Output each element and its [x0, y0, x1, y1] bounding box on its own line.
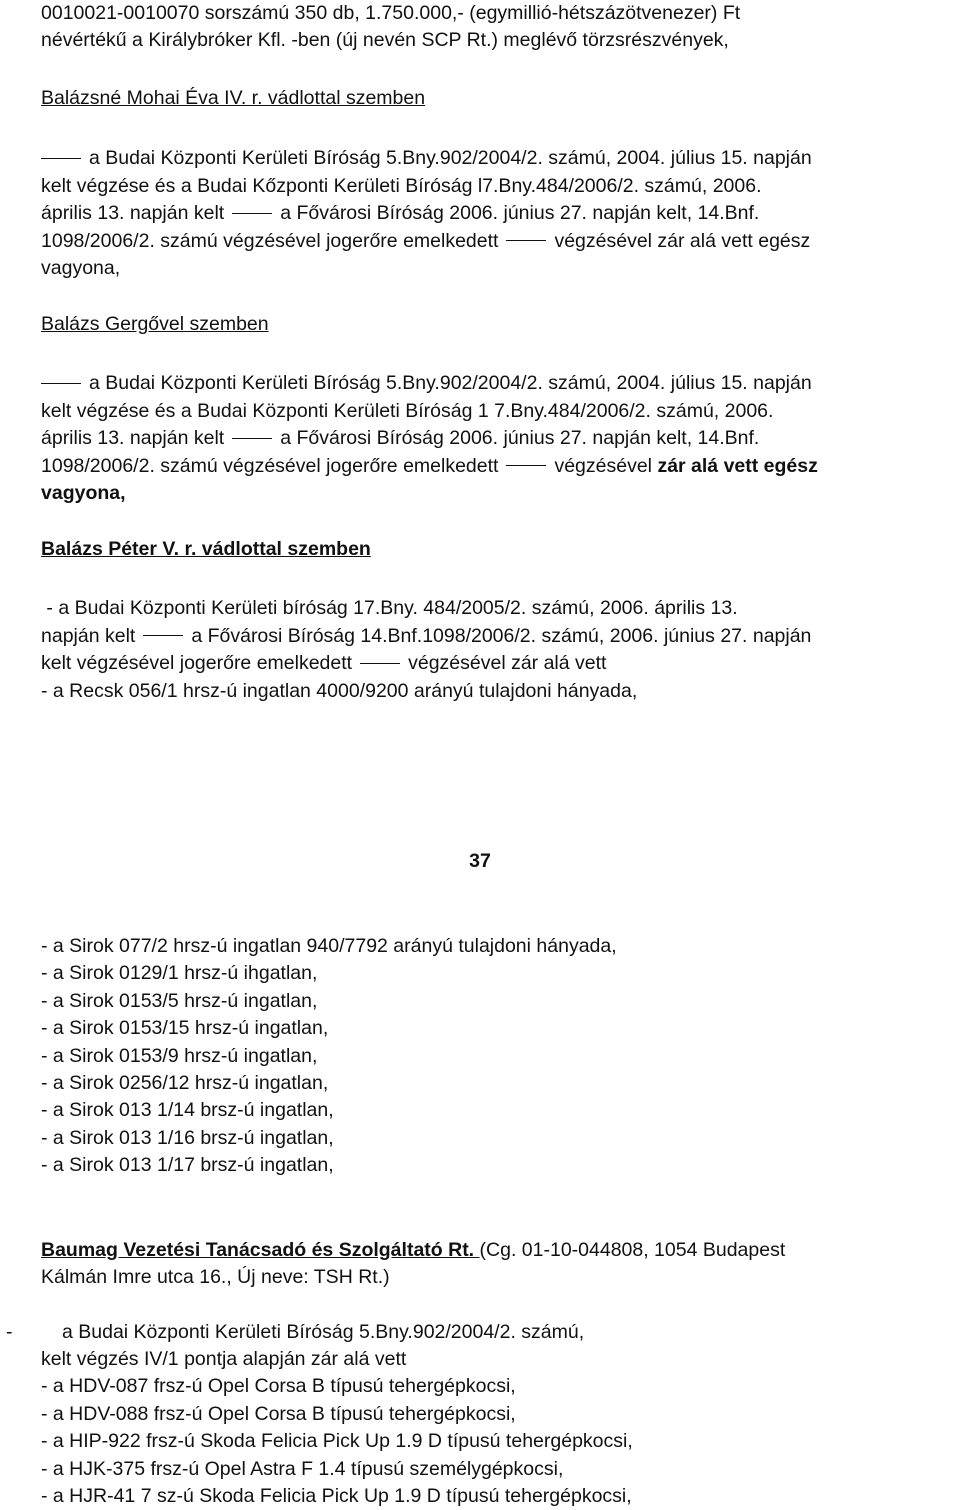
text-span: napján kelt: [41, 624, 136, 647]
text-span: a Fővárosi Bíróság 14.Bnf.1098/2006/2. számú, 2006. június 27. napján: [191, 624, 812, 647]
list-item: - a Sirok 0153/9 hrsz-ú ingatlan,: [41, 1044, 318, 1067]
text-line: [41, 145, 956, 172]
text-line: Kálmán Imre utca 16., Új neve: TSH Rt.): [41, 1266, 390, 1289]
section-heading: Balázs Péter V. r. vádlottal szemben: [41, 538, 371, 560]
text-line: kelt végzése és a Budai Kőzponti Kerületi Bíróság l7.Bny.484/2006/2. számú, 2006.: [41, 174, 762, 197]
text-line: - a Budai Központi Kerületi bíróság 17.Bny. 484/2005/2. számú, 2006. április 13.: [41, 597, 738, 620]
text-line: [41, 200, 956, 227]
section-heading: Balázsné Mohai Éva IV. r. vádlottal szemben: [41, 87, 426, 109]
text-line: kelt végzés IV/1 pontja alapján zár alá vett: [41, 1348, 407, 1370]
text-line: [41, 623, 956, 650]
text-span: a Fővárosi Bíróság 2006. június 27. napján kelt, 14.Bnf.: [280, 427, 760, 450]
list-item: - a Sirok 0153/15 hrsz-ú ingatlan,: [41, 1017, 329, 1040]
text-line: [41, 453, 956, 480]
list-item: - a Sirok 013 1/16 brsz-ú ingatlan,: [41, 1126, 334, 1149]
bold-text: zár alá vett egész: [657, 454, 818, 477]
list-item: - a Sirok 077/2 hrsz-ú ingatlan 940/7792 arányú tulajdoni hányada,: [41, 935, 617, 957]
sirok-list: [41, 933, 956, 1180]
text-span: kelt végzésével jogerőre emelkedett: [41, 652, 353, 675]
list-dash: -: [6, 1321, 13, 1343]
em-dash: [232, 438, 272, 439]
text-line: névértékű a Királybróker Kfl. -ben (új nevén SCP Rt.) meglévő törzsrészvények,: [41, 29, 729, 52]
text-span: a Budai Központi Kerületi Bíróság 5.Bny.902/2004/2. számú, 2004. július 15. napján: [89, 372, 812, 395]
em-dash: [506, 240, 546, 241]
text-line: a Budai Központi Kerületi Bíróság 5.Bny.902/2004/2. számú,: [62, 1321, 585, 1343]
text-span: április 13. napján kelt: [41, 427, 225, 450]
list-item: - a HJR-41 7 sz-ú Skoda Felicia Pick Up 1.9 D típusú tehergépkocsi,: [41, 1484, 632, 1507]
em-dash: [232, 213, 272, 214]
list-item: - a HIP-922 frsz-ú Skoda Felicia Pick Up 1.9 D típusú tehergépkocsi,: [41, 1430, 633, 1453]
text-line: [41, 425, 956, 452]
em-dash: [41, 383, 81, 384]
company-name: Baumag Vezetési Tanácsadó és Szolgáltató Rt.: [41, 1239, 480, 1261]
text-line: 0010021-0010070 sorszámú 350 db, 1.750.000,- (egymillió-hétszázötvenezer) Ft: [41, 2, 741, 24]
text-line: [41, 650, 956, 677]
intro-block: [41, 0, 956, 55]
text-span: végzésével zár alá vett: [408, 652, 607, 675]
em-dash: [41, 158, 81, 159]
list-item: - a Sirok 013 1/14 brsz-ú ingatlan,: [41, 1099, 334, 1122]
list-item: - a Sirok 0153/5 hrsz-ú ingatlan,: [41, 989, 318, 1012]
em-dash: [506, 465, 546, 466]
list-item: - a Sirok 0256/12 hrsz-ú ingatlan,: [41, 1071, 329, 1094]
text-span: 1098/2006/2. számú végzésével jogerőre emelkedett: [41, 454, 499, 477]
text-line: [41, 228, 956, 255]
section-heading: Balázs Gergővel szemben: [41, 313, 269, 335]
text-span: a Fővárosi Bíróság 2006. június 27. napján kelt, 14.Bnf.: [280, 202, 760, 225]
section-baumag: [41, 1237, 956, 1292]
text-line: - a Recsk 056/1 hrsz-ú ingatlan 4000/9200 arányú tulajdoni hányada,: [41, 679, 638, 702]
list-item: - a Sirok 0129/1 hrsz-ú ihgatlan,: [41, 962, 318, 985]
list-item: - a HDV-088 frsz-ú Opel Corsa B típusú tehergépkocsi,: [41, 1402, 516, 1425]
section-heading-line: [41, 1237, 956, 1264]
text-span: végzésével zár alá vett egész: [554, 229, 811, 252]
baumag-order: [62, 1319, 942, 1346]
text-line: [41, 370, 956, 397]
text-span: a Budai Központi Kerületi Bíróság 5.Bny.902/2004/2. számú, 2004. július 15. napján: [89, 147, 812, 170]
text-line: vagyona,: [41, 481, 126, 504]
list-item: - a HDV-087 frsz-ú Opel Corsa B típusú tehergépkocsi,: [41, 1375, 516, 1398]
page-number: 37: [469, 850, 491, 872]
text-span: április 13. napján kelt: [41, 202, 225, 225]
section-balazsne: [41, 85, 956, 282]
text-line: vagyona,: [41, 256, 121, 279]
list-item: - a HJK-375 frsz-ú Opel Astra F 1.4 típusú személygépkocsi,: [41, 1457, 564, 1480]
baumag-vehicles: [41, 1346, 956, 1510]
list-item: - a Sirok 013 1/17 brsz-ú ingatlan,: [41, 1154, 334, 1177]
text-span: (Cg. 01-10-044808, 1054 Budapest: [479, 1239, 786, 1261]
text-span: végzésével: [554, 454, 653, 477]
em-dash: [360, 663, 400, 664]
text-span: 1098/2006/2. számú végzésével jogerőre emelkedett: [41, 229, 499, 252]
section-balazs-peter: [41, 536, 956, 705]
em-dash: [143, 635, 183, 636]
section-balazs-gergo: [41, 311, 956, 507]
text-line: kelt végzése és a Budai Központi Kerületi Bíróság 1 7.Bny.484/2006/2. számú, 2006.: [41, 399, 774, 422]
